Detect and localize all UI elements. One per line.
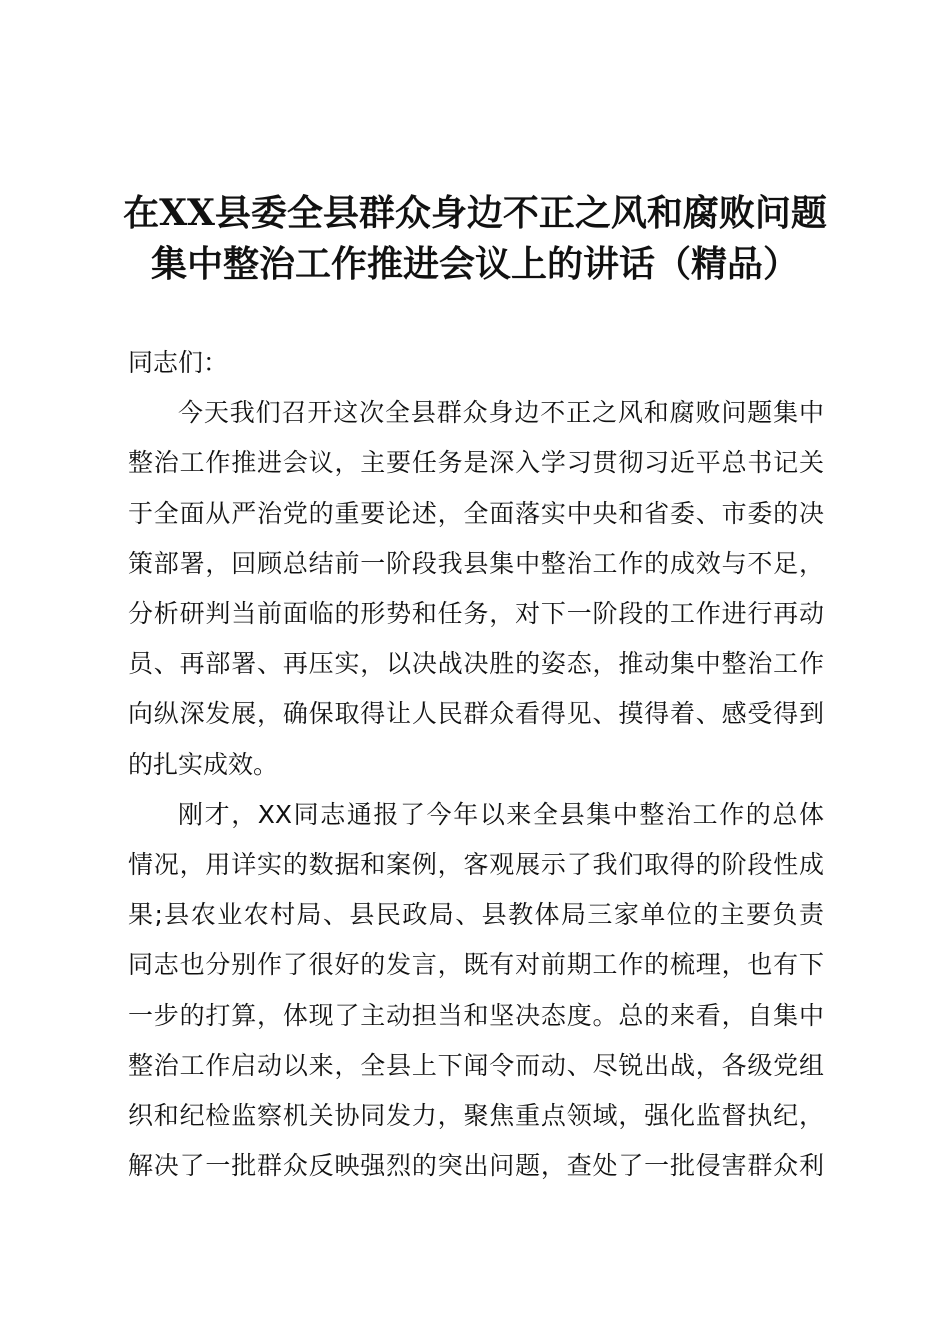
paragraph-line: 向纵深发展，确保取得让人民群众看得见、摸得着、感受得到 [128, 699, 824, 729]
paragraph-line: 解决了一批群众反映强烈的突出问题，查处了一批侵害群众利 [128, 1151, 824, 1181]
paragraph-line: 于全面从严治党的重要论述，全面落实中央和省委、市委的决 [128, 498, 824, 528]
paragraph-line: 的扎实成效。 [128, 749, 279, 779]
paragraph-line: 员、再部署、再压实，以决战决胜的姿态，推动集中整治工作 [128, 649, 824, 679]
title-line-2: 集中整治工作推进会议上的讲话（精品） [150, 243, 799, 285]
paragraph-line: 一步的打算，体现了主动担当和坚决态度。总的来看，自集中 [128, 1000, 824, 1030]
document-body [128, 338, 824, 1191]
paragraph-line: 织和纪检监察机关协同发力，聚焦重点领域，强化监督执纪， [128, 1101, 824, 1131]
paragraph-1 [128, 388, 824, 790]
paragraph-line: 分析研判当前面临的形势和任务，对下一阶段的工作进行再动 [128, 599, 824, 629]
salutation: 同志们： [128, 348, 229, 377]
paragraph-line: 果;县农业农村局、县民政局、县教体局三家单位的主要负责 [128, 900, 824, 930]
paragraph-2 [128, 790, 824, 1192]
paragraph-line: 今天我们召开这次全县群众身边不正之风和腐败问题集中 [178, 398, 824, 428]
paragraph-line: 同志也分别作了很好的发言，既有对前期工作的梳理，也有下 [128, 950, 824, 980]
paragraph-line: 整治工作启动以来，全县上下闻令而动、尽锐出战，各级党组 [128, 1050, 824, 1080]
paragraph-line: 策部署，回顾总结前一阶段我县集中整治工作的成效与不足， [128, 548, 824, 578]
paragraph-line: 刚才，XX同志通报了今年以来全县集中整治工作的总体 [178, 799, 824, 829]
document-title [110, 188, 840, 290]
paragraph-line: 情况，用详实的数据和案例，客观展示了我们取得的阶段性成 [128, 850, 824, 880]
paragraph-line: 整治工作推进会议，主要任务是深入学习贯彻习近平总书记关 [128, 448, 824, 478]
title-line-1: 在XX县委全县群众身边不正之风和腐败问题 [123, 192, 827, 234]
